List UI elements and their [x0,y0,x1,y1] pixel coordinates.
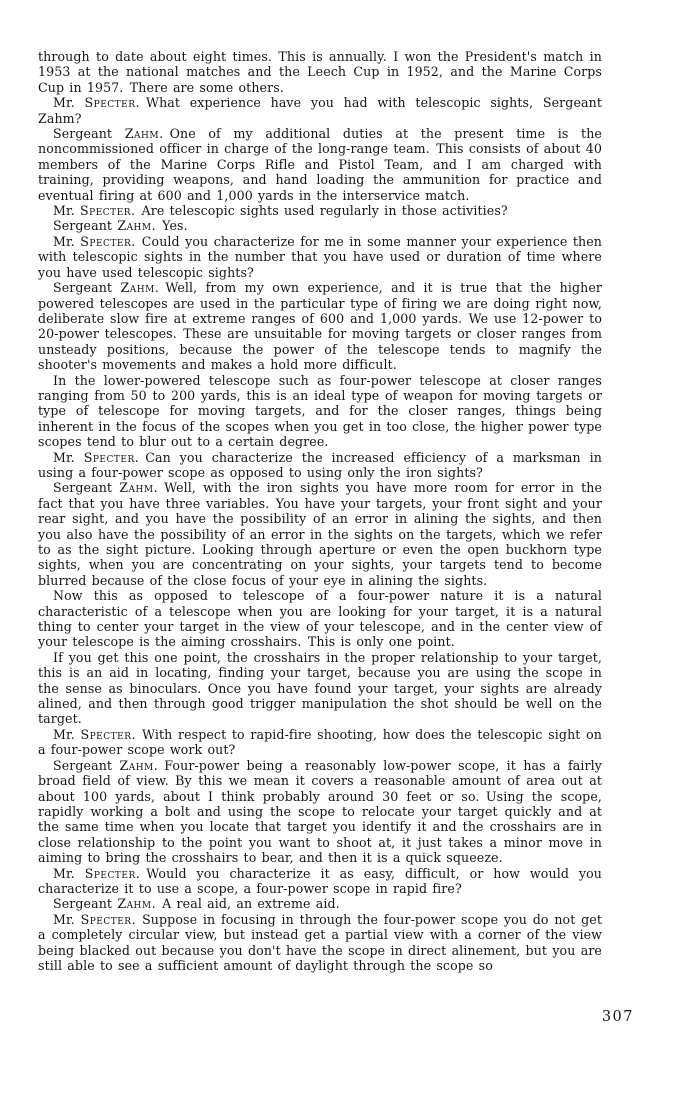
paragraph-text: If you get this one point, the crosshairs in the proper relationship to your target, this is an aid in locating, finding your target, because you are using the scope in the sense as binoculars. Once you have found your target, your sights are already alined, and then through good trigger manipulation the shot should be well on the target. [38,649,602,727]
transcript-paragraph [38,49,602,95]
paragraph-text: . Well, with the iron sights you have more room for error in the fact that you have three variables. You have your targets, your front sight and your rear sight, and you have the possibility of an error in alining the sights, and then you also have the possibility of an error in the sights on the targets, which we refer to as the sight picture. Looking through aperture or even the open buckhorn type sights, when you are concentrating on your sights, your targets tend to become blurred because of the close focus of your eye in alining the sights. [38,480,602,588]
speaker-name: Zahm [119,757,154,773]
transcript-paragraph [38,450,602,481]
speaker-name: Zahm [117,218,152,234]
paragraph-text: . With respect to rapid-fire shooting, how does the telescopic sight on a four-power scope work out? [38,726,602,758]
paragraph-text: through to date about eight times. This is annually. I won the President's match in 1953 at the national matches and the Leech Cup in 1952, and the Marine Corps Cup in 1957. There are some others. [38,49,602,95]
speaker-name: Specter [83,449,135,465]
speaker-prefix: Sergeant [53,218,118,234]
transcript-paragraph [38,650,602,727]
speaker-name: Specter [80,911,132,927]
speaker-name: Zahm [119,480,154,496]
speaker-name: Zahm [117,896,152,912]
speaker-prefix: Mr. [53,95,85,111]
speaker-name: Zahm [120,280,155,296]
speaker-prefix: Mr. [53,203,81,219]
transcript-paragraph [38,896,602,911]
paragraph-text: . Would you characterize it as easy, difficult, or how would you characterize it to use a scope, a four-power scope in rapid fire? [38,865,602,896]
speaker-prefix: Mr. [53,726,81,742]
paragraph-text: . Four-power being a reasonably low-power scope, it has a fairly broad field of view. By this we mean it covers a reasonable amount of area out at about 100 yards, about I think probably around 30 feet or so. Using the scope, rapidly working a bolt and using the scope to relocate your target quickly and at the same time when you locate that target you identify it and the crosshairs are in close relationship to the point you want to shoot at, it just takes a minor move in aiming to bring the crosshairs to bear, and then it is a quick squeeze. [38,757,602,866]
speaker-prefix: Mr. [53,865,85,881]
paragraph-text: . Can you characterize the increased efficiency of a marksman in using a four-power scope as opposed to using only the iron sights? [38,449,602,480]
page-number: 307 [601,1009,634,1025]
paragraph-text: . What experience have you had with telescopic sights, Sergeant Zahm? [38,95,602,126]
speaker-prefix: Mr. [53,233,81,249]
speaker-prefix: Mr. [53,911,81,927]
paragraph-text: . Yes. [151,218,188,234]
transcript-paragraph [38,758,602,866]
transcript-paragraph [38,373,602,450]
transcript-paragraph [38,234,602,280]
speaker-prefix: Mr. [53,449,84,465]
paragraph-text: . Could you characterize for me in some manner your experience then with telescopic sights in the number that you have used or duration of time where you have used telescopic sights? [38,233,602,280]
speaker-name: Specter [80,726,132,742]
speaker-name: Specter [80,203,132,219]
transcript-paragraph [38,95,602,126]
speaker-name: Zahm [124,126,160,142]
speaker-name: Specter [84,95,136,111]
speaker-prefix: Sergeant [53,480,120,496]
transcript-paragraph [38,480,602,588]
paragraph-text: . Suppose in focusing in through the four-power scope you do not get a completely circular view, but instead get a partial view with a corner of the view being blacked out because you don't have the scope in direct alinement, but you are still able to see a sufficient amount of daylight through the scope so [38,911,602,973]
transcript-paragraph [38,912,602,974]
transcript-paragraph [38,866,602,897]
paragraph-text: In the lower-powered telescope such as four-power telescope at closer ranges ranging from 50 to 200 yards, this is an ideal type of weapon for moving targets or type of telescope for moving targets, and for the closer ranges, things being inherent in the focus of the scopes when you get in too close, the higher power type scopes tend to blur out to a certain degree. [38,372,602,450]
paragraph-text: . One of my additional duties at the present time is the noncommissioned officer in charge of the long-range team. This consists of about 40 members of the Marine Corps Rifle and Pistol Team, and I am charged with training, providing weapons, and hand loading the ammunition for practice and eventual firing at 600 and 1,000 yards in the interservice match. [38,126,602,203]
paragraph-text: . A real aid, an extreme aid. [151,896,340,912]
speaker-prefix: Sergeant [53,126,125,142]
transcript-paragraph [38,126,602,203]
transcript-paragraph [38,727,602,758]
speaker-prefix: Sergeant [53,280,121,296]
speaker-prefix: Sergeant [53,896,118,912]
transcript-paragraph [38,203,602,218]
speaker-name: Specter [80,233,132,249]
transcript-paragraph [38,588,602,650]
transcript-paragraph [38,280,602,372]
paragraph-text: . Are telescopic sights used regularly in those activities? [131,203,508,219]
speaker-prefix: Sergeant [53,757,120,773]
transcript-paragraph [38,218,602,233]
paragraph-text: Now this as opposed to telescope of a four-power nature it is a natural characteristic of a telescope when you are looking for your target, it is a natural thing to center your target in the view of your telescope, and in the center view of your telescope is the aiming crosshairs. This is only one point. [38,588,602,650]
paragraph-text: . Well, from my own experience, and it is true that the higher powered telescopes are used in the particular type of firing we are doing right now, deliberate slow fire at extreme ranges of 600 and 1,000 yards. We use 12-power to 20-power telescopes. These are unsuitable for moving targets or closer ranges from unsteady positions, because the power of the telescope tends to magnify the shooter's movements and makes a hold more difficult. [38,280,602,373]
speaker-name: Specter [84,865,136,881]
